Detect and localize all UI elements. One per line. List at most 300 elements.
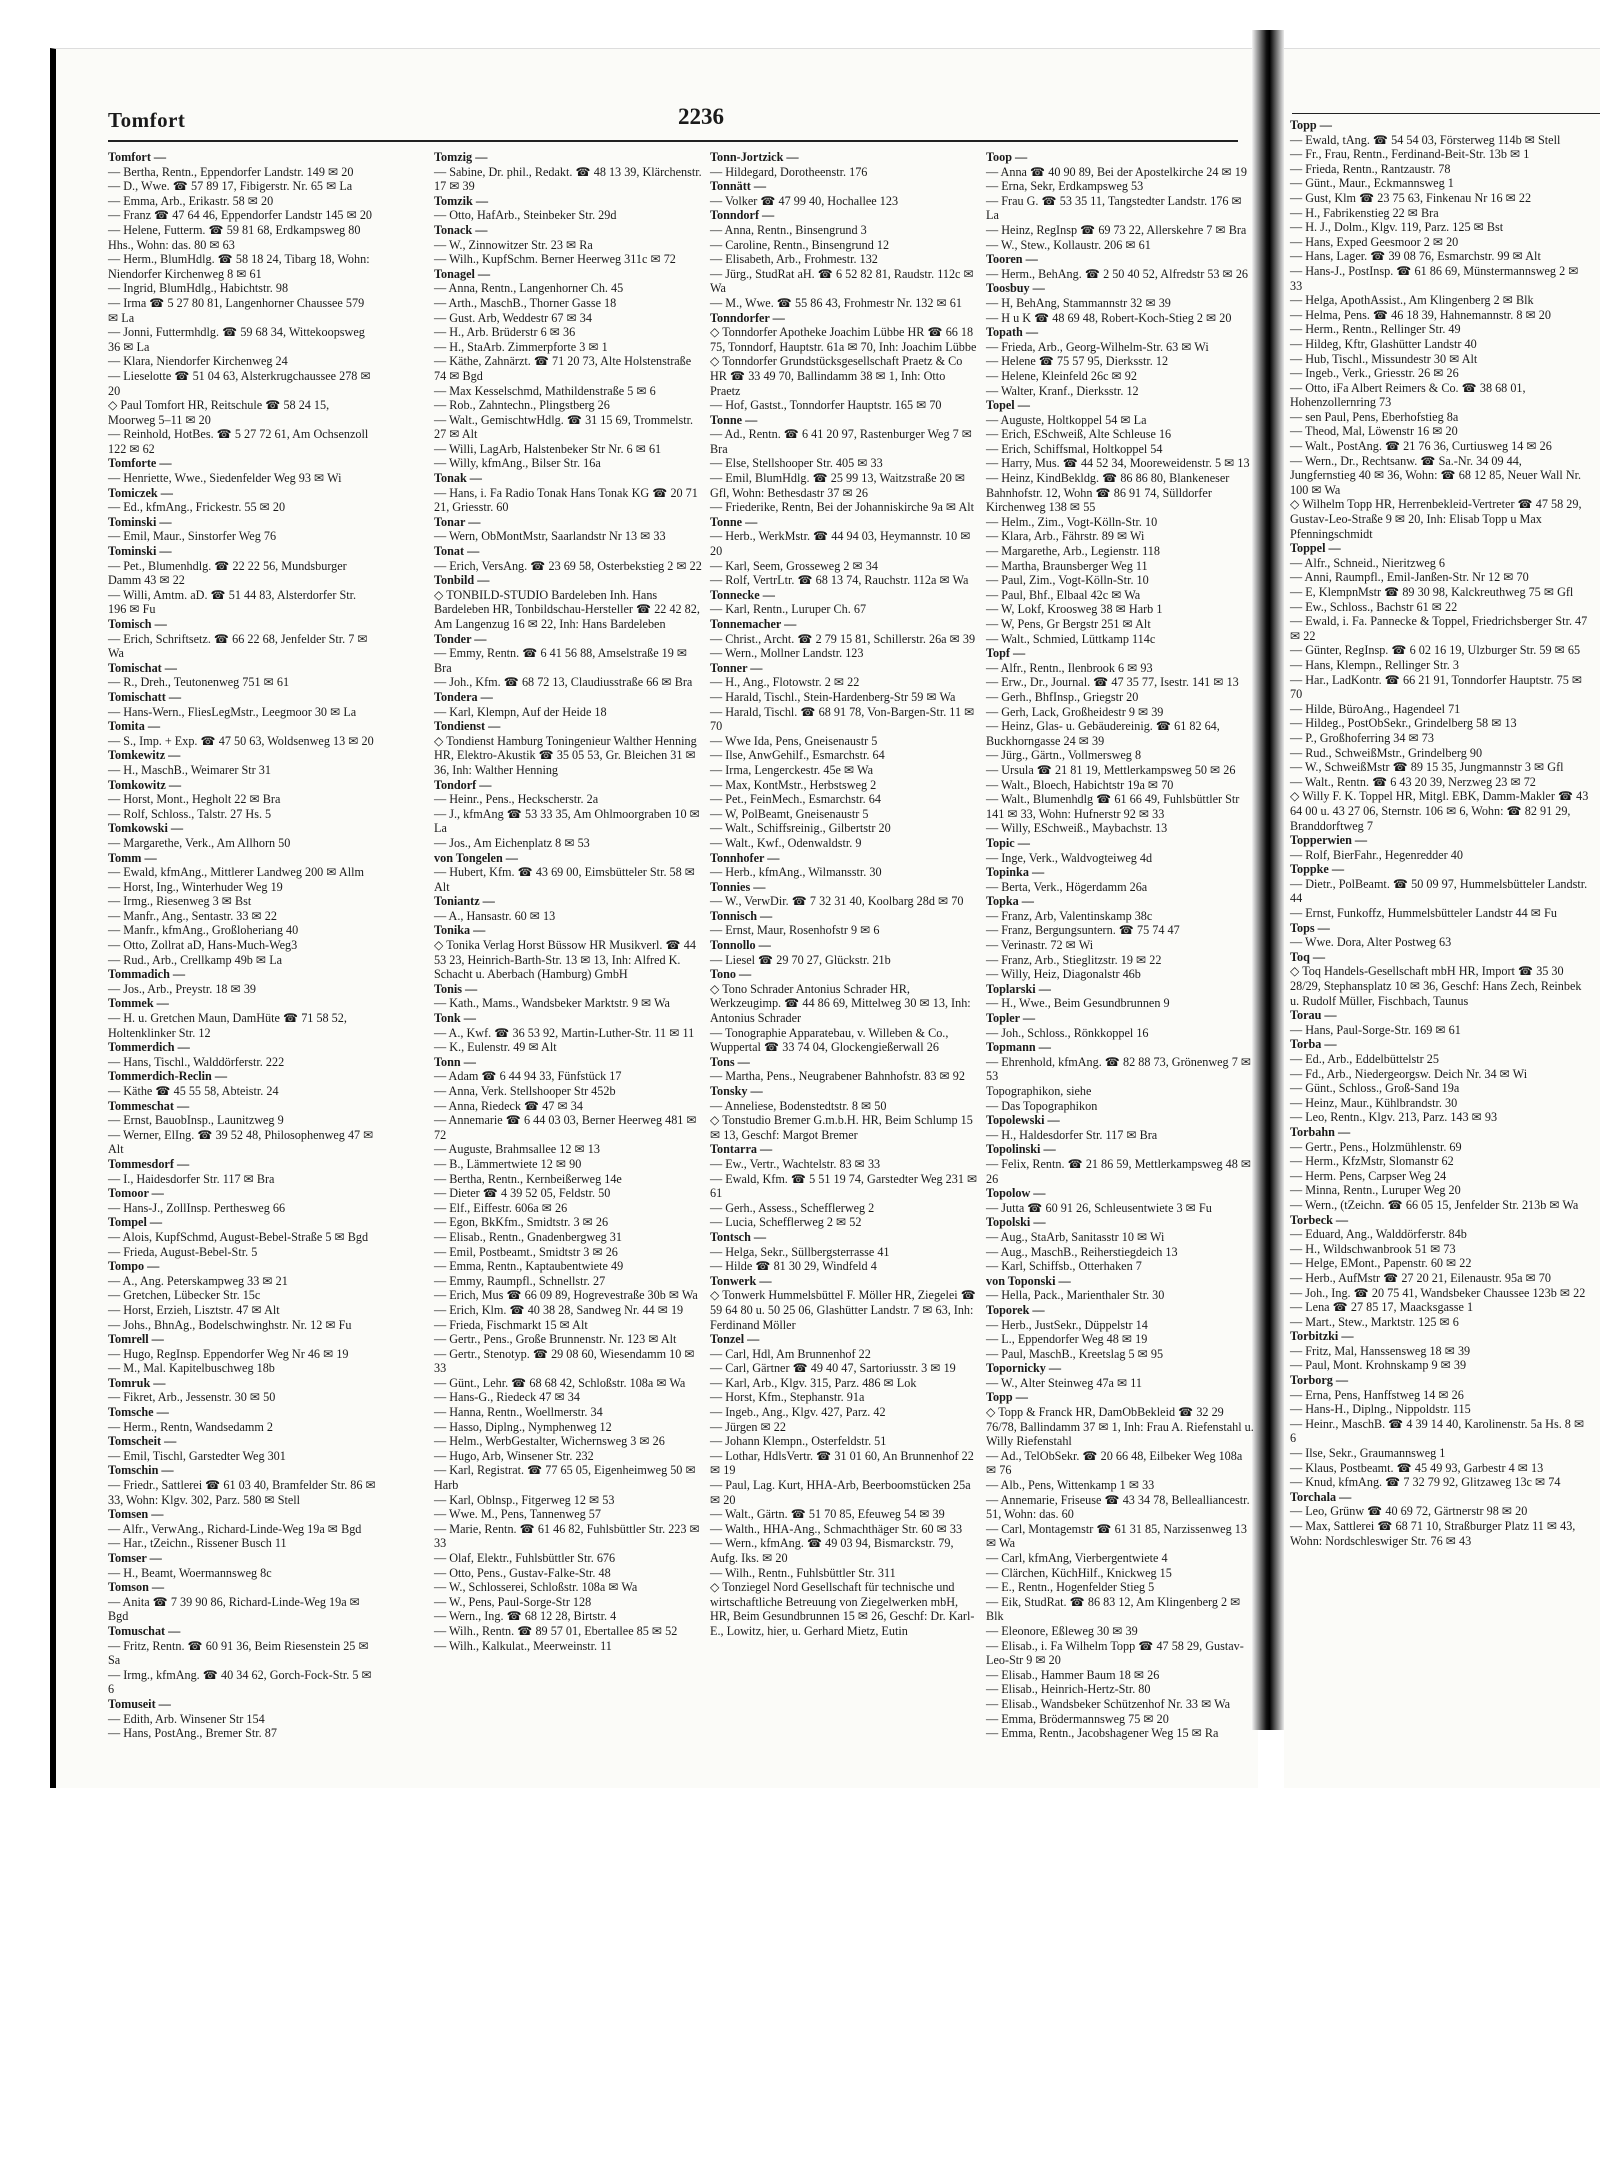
directory-entry: — Ew., Schloss., Bachstr 61 ✉ 22 <box>1290 599 1458 614</box>
directory-entry: — Helma, Pens. ☎ 46 18 39, Hahnemannstr. 8 ✉ 20 <box>1290 307 1551 322</box>
directory-entry: — Arth., MaschB., Thorner Gasse 18 <box>434 295 617 310</box>
directory-entry: Tomser — <box>108 1551 162 1565</box>
directory-entry: Tominski — <box>108 514 172 529</box>
directory-entry: — Hans, Exped Geesmoor 2 ✉ 20 <box>1290 234 1459 249</box>
directory-entry: — Wern., Dr., Rechtsanw. ☎ Sa.-Nr. 34 09 44, Jungfernstieg 40 ✉ 36, Wohn: ☎ 68 12 85, Neuer Wall Nr. 100 ✉ Wa <box>1290 453 1582 497</box>
directory-entry: — Anna, Verk. Stellshooper Str 452b <box>434 1084 616 1098</box>
directory-entry: von Toponski — <box>986 1273 1071 1288</box>
directory-entry: — Elisabeth, Arb., Frohmestr. 132 <box>710 252 878 267</box>
directory-entry: — Hildegard, Dorotheenstr. 176 <box>710 164 868 179</box>
directory-entry: — Wilh., Rentn., Fuhlsbüttler Str. 311 <box>710 1565 896 1580</box>
directory-entry: — E., Rentn., Hogenfelder Stieg 5 <box>986 1580 1155 1595</box>
directory-entry: — Bertha, Rentn., Kernbeißerweg 14e <box>434 1171 622 1186</box>
directory-entry: — W, Lokf, Kroosweg 38 ✉ Harb 1 <box>986 602 1163 617</box>
directory-entry: — Emma, Rentn., Jacobshagener Weg 15 ✉ Ra <box>986 1726 1219 1741</box>
directory-entry: — Otto, Pens., Gustav-Falke-Str. 48 <box>434 1565 611 1580</box>
directory-entry: von Tongelen — <box>434 850 518 865</box>
directory-entry: Tomzig — <box>434 150 488 164</box>
directory-entry: Tomfort — <box>108 150 167 164</box>
directory-entry: Tonat — <box>434 544 480 559</box>
directory-entry: — Erich, VersAng. ☎ 23 69 58, Osterbekstieg 2 ✉ 22 <box>434 558 702 573</box>
directory-entry: Topolinski — <box>986 1142 1056 1157</box>
directory-entry: — Walt., Schiffsreinig., Gilbertstr 20 <box>710 821 891 836</box>
directory-entry: ◇ Tono Schrader Antonius Schrader HR, Werkzeugimp. ☎ 44 86 69, Mittelweg 30 ✉ 13, Inh: Antonius Schrader <box>710 981 971 1026</box>
directory-entry: Tops — <box>1290 920 1330 935</box>
directory-entry: — Frieda, Fischmarkt 15 ✉ Alt <box>434 1317 588 1332</box>
directory-entry: — Jos., Arb., Preystr. 18 ✉ 39 <box>108 981 257 996</box>
directory-entry: — Harry, Mus. ☎ 44 52 34, Mooreweidenstr. 5 ✉ 13 <box>986 456 1250 471</box>
directory-entry: — Friedr., Sattlerei ☎ 61 03 40, Bramfelder Str. 86 ✉ 33, Wohn: Klgv. 302, Parz. 580 ✉ Stell <box>108 1478 376 1507</box>
directory-entry: — Erich, Schriftsetz. ☎ 66 22 68, Jenfelder Str. 7 ✉ Wa <box>108 631 368 661</box>
directory-entry: — Johs., BhnAg., Bodelschwinghstr. Nr. 12 ✉ Fu <box>108 1317 352 1332</box>
directory-entry: Tomrell — <box>108 1332 164 1347</box>
directory-entry: Tomuschat — <box>108 1623 181 1638</box>
directory-entry: — Jonni, Futtermhdlg. ☎ 59 68 34, Wittekoopsweg 36 ✉ La <box>108 325 365 354</box>
directory-entry: — Horst, Kfm., Stephanstr. 91a <box>710 1390 865 1405</box>
directory-entry: — Paul, Mont. Krohnskamp 9 ✉ 39 <box>1290 1358 1467 1373</box>
directory-entry: — Hugo, Arb, Winsener Str. 232 <box>434 1448 594 1463</box>
directory-entry: — Heinz, Maur., Kühlbrandstr. 30 <box>1290 1095 1458 1110</box>
directory-entry: — Walt., Schmied, Lüttkamp 114c <box>986 631 1156 646</box>
directory-entry: Tonndorf — <box>710 208 775 223</box>
directory-column-1 <box>108 150 376 1741</box>
directory-entry: — Paul, MaschB., Kreetslag 5 ✉ 95 <box>986 1346 1164 1361</box>
directory-entry: — Ernst, BauobInsp., Launitzweg 9 <box>108 1113 284 1128</box>
directory-entry: — Walt., Bloech, Habichtstr 19a ✉ 70 <box>986 777 1174 792</box>
directory-entry: — Eduard, Ang., Walddörferstr. 84b <box>1290 1227 1467 1242</box>
directory-entry: — Annemarie, Friseuse ☎ 43 34 78, Bellealliancestr. 51, Wohn: das. 60 <box>986 1492 1250 1522</box>
directory-entry: — Franz, Arb., Stieglitzstr. 19 ✉ 22 <box>986 952 1162 967</box>
running-head: Tomfort <box>108 108 186 132</box>
directory-entry: — Martha, Pens., Neugrabener Bahnhofstr. 83 ✉ 92 <box>710 1069 965 1084</box>
directory-entry: — Rud., Arb., Crellkamp 49b ✉ La <box>108 952 283 967</box>
directory-entry: — Wilh., KupfSchm. Berner Heerweg 311c ✉ 72 <box>434 252 676 267</box>
directory-entry: Tonk — <box>434 1011 476 1026</box>
directory-entry: Tonnemacher — <box>710 617 797 631</box>
directory-entry: — Sabine, Dr. phil., Redakt. ☎ 48 13 39, Klärchenstr. 17 ✉ 39 <box>434 164 702 194</box>
directory-entry: Tonder — <box>434 631 487 646</box>
directory-entry: Tonn — <box>434 1054 476 1069</box>
directory-entry: — Erich, ESchweiß, Alte Schleuse 16 <box>986 427 1172 442</box>
directory-entry: Tomkowski — <box>108 821 184 836</box>
directory-entry: — Frieda, Arb., Georg-Wilhelm-Str. 63 ✉ Wi <box>986 339 1209 354</box>
directory-entry: — Eik, StudRat. ☎ 86 83 12, Am Klingenberg 2 ✉ Blk <box>986 1594 1241 1624</box>
directory-entry: — H., Wwe., Beim Gesundbrunnen 9 <box>986 996 1170 1011</box>
directory-entry: — W., Stew., Kollaustr. 206 ✉ 61 <box>986 237 1151 252</box>
directory-entry: — Ingeb., Verk., Griesstr. 26 ✉ 26 <box>1290 366 1459 381</box>
directory-entry: — Frau G. ☎ 53 35 11, Tangstedter Landstr. 176 ✉ La <box>986 193 1242 223</box>
directory-entry: — Klara, Arb., Fährstr. 89 ✉ Wi <box>986 529 1145 544</box>
directory-entry: — J., kfmAng ☎ 53 33 35, Am Ohlmoorgraben 10 ✉ La <box>434 806 700 836</box>
directory-entry: — Verinastr. 72 ✉ Wi <box>986 938 1094 953</box>
directory-entry: — Lena ☎ 27 85 17, Maacksgasse 1 <box>1290 1300 1474 1315</box>
directory-entry: — Helene, Futterm. ☎ 59 81 68, Erdkampsweg 80 Hhs., Wohn: das. 80 ✉ 63 <box>108 222 361 252</box>
directory-entry: — W., Alter Steinweg 47a ✉ 11 <box>986 1375 1142 1390</box>
directory-entry: — Helga, ApothAssist., Am Klingenberg 2 ✉ Blk <box>1290 293 1534 308</box>
directory-entry: — Elisab., Rentn., Gnadenbergweg 31 <box>434 1229 622 1244</box>
directory-entry: ◇ Tonstudio Bremer G.m.b.H. HR, Beim Schlump 15 ✉ 13, Geschf: Margot Bremer <box>710 1113 973 1142</box>
directory-entry: — Ewald, Kfm. ☎ 5 51 19 74, Garstedter Weg 231 ✉ 61 <box>710 1171 978 1201</box>
book-spine <box>1252 30 1284 1730</box>
directory-entry: Tommerdich — <box>108 1040 190 1055</box>
directory-entry: Tonwerk — <box>710 1273 772 1288</box>
directory-entry: — Emil, Postbeamt., Smidtstr 3 ✉ 26 <box>434 1244 618 1259</box>
directory-entry: — Hilde, BüroAng., Hagendeel 71 <box>1290 701 1461 716</box>
directory-entry: — Ingrid, BlumHdlg., Habichtstr. 98 <box>108 281 289 296</box>
directory-entry: Topler — <box>986 1011 1036 1026</box>
directory-entry: — Heinr., Pens., Heckscherstr. 2a <box>434 792 599 807</box>
directory-entry: — Manfr., kfmAng., Großloheriang 40 <box>108 923 299 938</box>
directory-entry: Tono — <box>710 967 752 982</box>
directory-entry: Tonbild — <box>434 573 490 588</box>
directory-entry: Tomischatt — <box>108 689 182 704</box>
directory-entry: ◇ Tondienst Hamburg Toningenieur Walther Henning HR, Elektro-Akustik ☎ 35 05 53, Gr. Bleichen 31 ✉ 36, Inh: Walther Henning <box>434 733 697 777</box>
directory-entry: — Karl, Rentn., Luruper Ch. 67 <box>710 602 867 617</box>
directory-entry: Toplarski — <box>986 981 1051 996</box>
directory-entry: Torbahn — <box>1290 1124 1351 1139</box>
directory-entry: — A., Hansastr. 60 ✉ 13 <box>434 908 556 923</box>
directory-entry: — Tonographie Apparatebau, v. Willeben & Co., Wuppertal ☎ 33 74 04, Glockengießerwall 26 <box>710 1025 949 1055</box>
directory-entry: — Frieda, August-Bebel-Str. 5 <box>108 1244 258 1259</box>
directory-entry: — Hans-H., Diplng., Nippoldstr. 115 <box>1290 1402 1471 1417</box>
directory-entry: — Jürgen ✉ 22 <box>710 1419 786 1434</box>
directory-entry: Tonnollo — <box>710 938 771 953</box>
directory-entry: Tomson — <box>108 1580 165 1595</box>
directory-entry: — Clärchen, KüchHilf., Knickweg 15 <box>986 1565 1172 1580</box>
directory-entry: — Else, Stellshooper Str. 405 ✉ 33 <box>710 456 883 471</box>
directory-entry: — W., SchweißMstr ☎ 89 15 35, Jungmannstr 3 ✉ Gfl <box>1290 760 1564 775</box>
directory-entry: — Erich, Schiffsmal, Holtkoppel 54 <box>986 441 1163 456</box>
directory-entry: Tonnhofer — <box>710 850 780 865</box>
directory-entry: — Alfr., Schneid., Nieritzweg 6 <box>1290 555 1446 570</box>
directory-entry: — Frieda, Rentn., Rantzaustr. 78 <box>1290 161 1451 176</box>
directory-entry: — Hub, Tischl., Missundestr 30 ✉ Alt <box>1290 351 1478 366</box>
directory-entry: — Wwe. Dora, Alter Postweg 63 <box>1290 935 1452 950</box>
directory-entry: — Wwe Ida, Pens, Gneisenaustr 5 <box>710 733 878 748</box>
directory-column-5 <box>1290 118 1590 1548</box>
directory-entry: Tonack — <box>434 222 488 237</box>
directory-entry: — Emmy, Rentn. ☎ 6 41 56 88, Amselstraße 19 ✉ Bra <box>434 646 688 675</box>
directory-entry: — Heinz, Glas- u. Gebäudereinig. ☎ 61 82 64, Buckhorngasse 24 ✉ 39 <box>986 719 1220 748</box>
directory-entry: — Käthe ☎ 45 55 58, Abteistr. 24 <box>108 1084 279 1098</box>
directory-entry: — Lothar, HdlsVertr. ☎ 31 01 60, An Brunnenhof 22 ✉ 19 <box>710 1448 974 1478</box>
directory-entry: — Johann Klempn., Osterfeldstr. 51 <box>710 1434 887 1449</box>
directory-entry: Topath — <box>986 325 1039 340</box>
directory-entry: — Emma, Brödermannsweg 75 ✉ 20 <box>986 1711 1169 1726</box>
directory-entry: Tonne — <box>710 514 758 529</box>
directory-column-4 <box>986 150 1254 1741</box>
directory-entry: — Reinhold, HotBes. ☎ 5 27 72 61, Am Ochsenzoll 122 ✉ 62 <box>108 427 369 456</box>
directory-entry: Torchala — <box>1290 1489 1352 1504</box>
directory-entry: ◇ Paul Tomfort HR, Reitschule ☎ 58 24 15, Moorweg 5–11 ✉ 20 <box>108 398 330 427</box>
directory-entry: — Joh., Schloss., Rönkkoppel 16 <box>986 1025 1149 1040</box>
directory-entry: — Karl, Registrat. ☎ 77 65 05, Eigenheimweg 50 ✉ Harb <box>434 1463 696 1493</box>
directory-entry: — W., Schlosserei, Schloßstr. 108a ✉ Wa <box>434 1580 638 1595</box>
directory-entry: Tonika — <box>434 923 486 938</box>
directory-entry: — Eleonore, Eßleweg 30 ✉ 39 <box>986 1623 1138 1638</box>
directory-entry: — Irmg., kfmAng. ☎ 40 34 62, Gorch-Fock-Str. 5 ✉ 6 <box>108 1667 372 1697</box>
directory-entry: — Willy, kfmAng., Bilser Str. 16a <box>434 456 601 471</box>
directory-entry: ◇ Tonziegel Nord Gesellschaft für technische und wirtschaftliche Betreuung von Ziegelwerken mbH, HR, Beim Gesundbrunnen 15 ✉ 26, Geschf: Dr. Karl-E., Lowitz, hier, u. Gerhard Mietz, Eutin <box>710 1580 975 1638</box>
directory-entry: — Helene, Kleinfeld 26c ✉ 92 <box>986 368 1137 383</box>
directory-entry: — Werner, ElIng. ☎ 39 52 48, Philosophenweg 47 ✉ Alt <box>108 1127 374 1157</box>
directory-entry: — Alb., Pens, Wittenkamp 1 ✉ 33 <box>986 1478 1155 1493</box>
directory-entry: — Ernst, Maur, Rosenhofstr 9 ✉ 6 <box>710 923 880 938</box>
directory-entry: Tomsche — <box>108 1405 169 1420</box>
directory-entry: — Elisab., i. Fa Wilhelm Topp ☎ 47 58 29, Gustav-Leo-Str 9 ✉ 20 <box>986 1638 1244 1668</box>
directory-entry: Tomschin — <box>108 1463 174 1478</box>
directory-entry: — Walt., Gärtn. ☎ 51 70 85, Efeuweg 54 ✉ 39 <box>710 1507 945 1522</box>
directory-entry: — Margarethe, Arb., Legienstr. 118 <box>986 544 1160 559</box>
directory-entry: — Joh., Kfm. ☎ 68 72 13, Claudiusstraße 66 ✉ Bra <box>434 675 693 690</box>
directory-entry: — H., MaschB., Weimarer Str 31 <box>108 762 271 777</box>
directory-entry: — W, Pens, Gr Bergstr 251 ✉ Alt <box>986 617 1151 631</box>
directory-entry: — W., VerwDir. ☎ 7 32 31 40, Koolbarg 28d ✉ 70 <box>710 894 964 909</box>
directory-entry: — sen Paul, Pens, Eberhofstieg 8a <box>1290 409 1459 424</box>
directory-entry: Tommek — <box>108 996 169 1011</box>
directory-entry: — Elisab., Wandsbeker Schützenhof Nr. 33 ✉ Wa <box>986 1696 1231 1711</box>
directory-entry: — Manfr., Ang., Sentastr. 33 ✉ 22 <box>108 908 277 923</box>
directory-entry: — Helene ☎ 75 57 95, Dierksstr. 12 <box>986 354 1169 369</box>
directory-entry: — Hans-J., ZollInsp. Perthesweg 66 <box>108 1200 286 1215</box>
directory-entry: Tomiczek — <box>108 485 173 500</box>
directory-entry: ◇ TONBILD-STUDIO Bardeleben Inh. Hans Bardeleben HR, Tonbildschau-Hersteller ☎ 22 42 82, Am Langenzug 16 ✉ 22, Inh: Hans Bardeleben <box>434 587 700 631</box>
directory-entry: — H., Arb. Brüderstr 6 ✉ 36 <box>434 325 576 340</box>
directory-entry: — Carl, Gärtner ☎ 49 40 47, Sartoriusstr. 3 ✉ 19 <box>710 1361 956 1376</box>
directory-entry: — Ewald, i. Fa. Pannecke & Toppel, Friedrichsberger Str. 47 ✉ 22 <box>1290 614 1588 643</box>
directory-entry: — Willy, Heiz, Diagonalstr 46b <box>986 967 1141 982</box>
directory-entry: — Wern., Mollner Landstr. 123 <box>710 646 864 661</box>
directory-entry: — Paul, Zim., Vogt-Kölln-Str. 10 <box>986 573 1149 588</box>
directory-entry: — Hanna, Rentn., Woellmerstr. 34 <box>434 1405 603 1420</box>
directory-entry: — Klara, Niendorfer Kirchenweg 24 <box>108 354 288 369</box>
directory-entry: — M., Wwe. ☎ 55 86 43, Frohmestr Nr. 132 ✉ 61 <box>710 295 962 310</box>
directory-entry: — Hans, Paul-Sorge-Str. 169 ✉ 61 <box>1290 1022 1461 1037</box>
directory-entry: — Gerh, Lack, Großheidestr 9 ✉ 39 <box>986 704 1164 719</box>
directory-entry: Tondorf — <box>434 777 492 792</box>
directory-entry: — Ad., TelObSekr. ☎ 20 66 48, Eilbeker Weg 108a ✉ 76 <box>986 1448 1243 1478</box>
directory-entry: — Karl, Seem, Grosseweg 2 ✉ 34 <box>710 558 878 573</box>
directory-entry: — Elisab., Heinrich-Hertz-Str. 80 <box>986 1682 1151 1697</box>
directory-entry: Tonar — <box>434 514 481 529</box>
directory-entry: — Wern., (tZeichn. ☎ 66 05 15, Jenfelder Str. 213b ✉ Wa <box>1290 1197 1579 1212</box>
directory-entry: Torbitzki — <box>1290 1329 1354 1344</box>
directory-entry: Tonn-Jortzick — <box>710 150 799 164</box>
directory-entry: — H., Ang., Flotowstr. 2 ✉ 22 <box>710 675 860 690</box>
directory-entry: Tommerdich-Reclin — <box>108 1069 228 1084</box>
directory-entry: — Herm. Pens, Carpser Weg 24 <box>1290 1168 1447 1183</box>
directory-column-2 <box>434 150 702 1653</box>
directory-entry: Tontsch — <box>710 1229 767 1244</box>
directory-entry: Torau — <box>1290 1008 1337 1023</box>
directory-entry: — Walt., Kwf., Odenwaldstr. 9 <box>710 835 862 850</box>
directory-entry: Toppel — <box>1290 541 1341 556</box>
directory-entry: — Fr., Frau, Rentn., Ferdinand-Beit-Str. 13b ✉ 1 <box>1290 147 1530 162</box>
directory-entry: — Franz ☎ 47 64 46, Eppendorfer Landstr 145 ✉ 20 <box>108 208 373 223</box>
directory-entry: Topinka — <box>986 865 1045 880</box>
directory-entry: — Günt., Maur., Eckmannsweg 1 <box>1290 176 1454 191</box>
directory-entry: — Hans, i. Fa Radio Tonak Hans Tonak KG ☎ 20 71 21, Griesstr. 60 <box>434 485 698 515</box>
directory-entry: — Wern., kfmAng. ☎ 49 03 94, Bismarckstr. 79, Aufg. Iks. ✉ 20 <box>710 1536 954 1565</box>
directory-entry: — P., Großhoferring 34 ✉ 73 <box>1290 730 1434 745</box>
directory-entry: Tomoor — <box>108 1186 164 1201</box>
directory-entry: Tonndorfer — <box>710 310 785 325</box>
directory-entry: — A., Ang. Peterskampweg 33 ✉ 21 <box>108 1273 288 1288</box>
directory-entry: Tonzel — <box>710 1332 760 1347</box>
directory-entry: — Berta, Verk., Högerdamm 26a <box>986 879 1148 894</box>
directory-entry: — Hans-J., PostInsp. ☎ 61 86 69, Münstermannsweg 2 ✉ 33 <box>1290 263 1579 293</box>
directory-entry: — Anni, Raumpfl., Emil-Janßen-Str. Nr 12 ✉ 70 <box>1290 570 1529 585</box>
directory-entry: — H., StaArb. Zimmerpforte 3 ✉ 1 <box>434 339 608 354</box>
directory-entry: — Har., LadKontr. ☎ 66 21 91, Tonndorfer Hauptstr. 75 ✉ 70 <box>1290 672 1583 702</box>
directory-entry: — Günt., Schloss., Groß-Sand 19a <box>1290 1081 1460 1096</box>
directory-entry: ◇ Wilhelm Topp HR, Herrenbekleid-Vertreter ☎ 47 58 29, Gustav-Leo-Straße 9 ✉ 20, Inh: Elisab Topp u Max Pfenningschmidt <box>1290 497 1582 541</box>
directory-entry: — Walt., GemischtwHdlg. ☎ 31 15 69, Trommelstr. 27 ✉ Alt <box>434 412 694 442</box>
directory-entry: — Ad., Rentn. ☎ 6 41 20 97, Rastenburger Weg 7 ✉ Bra <box>710 427 972 456</box>
directory-entry: — Margarethe, Verk., Am Allhorn 50 <box>108 835 291 850</box>
directory-entry: — Max Kesselschmd, Mathildenstraße 5 ✉ 6 <box>434 383 656 398</box>
directory-entry: — Anna, Rentn., Binsengrund 3 <box>710 222 867 237</box>
directory-entry: — Max, Sattlerei ☎ 68 71 10, Straßburger Platz 11 ✉ 43, Wohn: Nordschleswiger Str. 76 ✉ 43 <box>1290 1519 1576 1548</box>
directory-entry: — Carl, Montagemstr ☎ 61 31 85, Narzissenweg 13 ✉ Wa <box>986 1521 1247 1551</box>
directory-entry: — R., Dreh., Teutonenweg 751 ✉ 61 <box>108 675 290 690</box>
directory-entry: — Hubert, Kfm. ☎ 43 69 00, Eimsbütteler Str. 58 ✉ Alt <box>434 865 695 894</box>
directory-entry: — Felix, Rentn. ☎ 21 86 59, Mettlerkampsweg 48 ✉ 26 <box>986 1156 1252 1186</box>
header-rule <box>108 140 1238 142</box>
directory-entry: — Herb., AufMstr ☎ 27 20 21, Eilenaustr. 95a ✉ 70 <box>1290 1270 1551 1285</box>
directory-entry: Tomita — <box>108 719 161 734</box>
directory-entry: Tonne — <box>710 412 758 427</box>
directory-entry: Tomkowitz — <box>108 777 182 792</box>
directory-entry: Topp — <box>1290 118 1332 132</box>
directory-entry: — Dietr., PolBeamt. ☎ 50 09 97, Hummelsbütteler Landstr. 44 <box>1290 876 1588 906</box>
directory-entry: Topic — <box>986 835 1030 850</box>
directory-entry: — Alfr., VerwAng., Richard-Linde-Weg 19a ✉ Bgd <box>108 1521 362 1536</box>
directory-entry: — Ursula ☎ 21 81 19, Mettlerkampsweg 50 ✉ 26 <box>986 762 1236 777</box>
directory-entry: Topel — <box>986 398 1030 413</box>
directory-entry: Tomforte — <box>108 456 172 471</box>
directory-entry: — Herb., WerkMstr. ☎ 44 94 03, Heymannstr. 10 ✉ 20 <box>710 529 971 559</box>
directory-entry: — Fritz, Rentn. ☎ 60 91 36, Beim Riesenstein 25 ✉ Sa <box>108 1638 369 1668</box>
directory-entry: — Ewald, kfmAng., Mittlerer Landweg 200 ✉ Allm <box>108 865 364 880</box>
directory-entry: — W., Pens, Paul-Sorge-Str 128 <box>434 1594 592 1609</box>
directory-entry: — Horst, Erzieh, Lisztstr. 47 ✉ Alt <box>108 1302 280 1317</box>
directory-entry: Tomzik — <box>434 193 489 208</box>
scan-bottom-margin <box>0 1788 1600 2177</box>
directory-entry: Toq — <box>1290 949 1326 964</box>
directory-entry: — Carl, kfmAng, Vierbergentwiete 4 <box>986 1551 1168 1565</box>
directory-entry: ◇ Topp & Franck HR, DamObBekleid ☎ 32 29 76/78, Ballindamm 37 ✉ 1, Inh: Frau A. Riefenstahl u. Willy Riefenstahl <box>986 1405 1254 1449</box>
directory-entry: Topolow — <box>986 1186 1046 1201</box>
directory-entry: Topmann — <box>986 1040 1051 1055</box>
directory-entry: — Karl, Oblnsp., Fitgerweg 12 ✉ 53 <box>434 1492 615 1507</box>
directory-entry: — Olaf, Elektr., Fuhlsbüttler Str. 676 <box>434 1551 616 1565</box>
directory-entry: — Hildeg., PostObSekr., Grindelberg 58 ✉ 13 <box>1290 716 1517 731</box>
directory-entry: — Günt., Lehr. ☎ 68 68 42, Schloßstr. 108a ✉ Wa <box>434 1375 686 1390</box>
directory-entry: Tomischat — <box>108 660 177 675</box>
directory-entry: Tommadich — <box>108 967 186 982</box>
directory-entry: — Liesel ☎ 29 70 27, Glückstr. 21b <box>710 952 891 967</box>
directory-entry: ◇ Tonndorfer Apotheke Joachim Lübbe HR ☎ 66 18 75, Tonndorf, Hauptstr. 61a ✉ 70, Inh: Joachim Lübbe <box>710 325 977 354</box>
directory-entry: — D., Wwe. ☎ 57 89 17, Fibigerstr. Nr. 65 ✉ La <box>108 179 353 194</box>
directory-entry: — W., Zinnowitzer Str. 23 ✉ Ra <box>434 237 593 252</box>
directory-entry: — Hof, Gastst., Tonndorfer Hauptstr. 165 ✉ 70 <box>710 398 942 413</box>
directory-entry: — Inge, Verk., Waldvogteiweg 4d <box>986 850 1153 865</box>
directory-entry: — Karl, Schiffsb., Otterhaken 7 <box>986 1259 1142 1274</box>
directory-entry: — Wilh., Rentn. ☎ 89 57 01, Ebertallee 85 ✉ 52 <box>434 1623 678 1638</box>
directory-entry: — Willy, ESchweiß., Maybachstr. 13 <box>986 821 1168 836</box>
directory-entry: — Herm., Rentn., Rellinger Str. 49 <box>1290 322 1461 337</box>
directory-entry: — Minna, Rentn., Luruper Weg 20 <box>1290 1183 1461 1198</box>
directory-entry: Torba — <box>1290 1037 1337 1052</box>
directory-entry: — Jutta ☎ 60 91 26, Schleusentwiete 3 ✉ Fu <box>986 1200 1212 1215</box>
page-number: 2236 <box>678 104 724 129</box>
directory-entry: — Walth., HHA-Ang., Schmachthäger Str. 60 ✉ 33 <box>710 1521 963 1536</box>
directory-entry: — Hilde ☎ 81 30 29, Windfeld 4 <box>710 1259 877 1274</box>
directory-entry: ◇ Tonndorfer Grundstücksgesellschaft Praetz & Co HR ☎ 33 49 70, Ballindamm 38 ✉ 1, Inh: Otto Praetz <box>710 354 963 398</box>
directory-entry: — Käthe, Zahnärzt. ☎ 71 20 73, Alte Holstenstraße 74 ✉ Bgd <box>434 354 692 383</box>
directory-entry: Tompel — <box>108 1215 163 1230</box>
directory-entry: — Alois, KupfSchmd, August-Bebel-Straße 5 ✉ Bgd <box>108 1229 369 1244</box>
directory-entry: — Walt., Rentn. ☎ 6 43 20 39, Nerzweg 23 ✉ 72 <box>1290 774 1536 789</box>
directory-entry: — A., Kwf. ☎ 36 53 92, Martin-Luther-Str. 11 ✉ 11 <box>434 1025 695 1040</box>
directory-entry: Tontarra — <box>710 1142 773 1157</box>
directory-entry: — Erna, Sekr, Erdkampsweg 53 <box>986 179 1144 194</box>
directory-entry: — Helm., Zim., Vogt-Kölln-Str. 10 <box>986 514 1158 529</box>
directory-entry: Topka — <box>986 894 1034 909</box>
directory-entry: Toop — <box>986 150 1028 164</box>
directory-entry: Tonnisch — <box>710 908 773 923</box>
directory-entry: — H., Wildschwanbrook 51 ✉ 73 <box>1290 1241 1456 1256</box>
directory-entry: Tonis — <box>434 981 478 996</box>
directory-entry: — Knud, kfmAng. ☎ 7 32 79 92, Glitzaweg 13c ✉ 74 <box>1290 1475 1561 1490</box>
directory-entry: — Walter, Kranf., Dierksstr. 12 <box>986 383 1139 398</box>
directory-entry: ◇ Tonwerk Hummelsbüttel F. Möller HR, Ziegelei ☎ 59 64 80 u. 50 25 06, Glashütter Landstr. 7 ✉ 63, Inh: Ferdinand Möller <box>710 1288 976 1332</box>
directory-entry: — Jürg., Gärtn., Vollmersweg 8 <box>986 748 1142 763</box>
directory-entry: — Aug., StaArb, Sanitasstr 10 ✉ Wi <box>986 1229 1165 1244</box>
directory-entry: Tomisch — <box>108 617 167 631</box>
directory-entry: — Fikret, Arb., Jessenstr. 30 ✉ 50 <box>108 1390 276 1405</box>
directory-entry: — E, KlempnMstr ☎ 89 30 98, Kalckreuthweg 75 ✉ Gfl <box>1290 585 1574 599</box>
directory-entry: Tonner — <box>710 660 763 675</box>
directory-entry: — Joh., Ing. ☎ 20 75 41, Wandsbeker Chaussee 123b ✉ 22 <box>1290 1285 1586 1300</box>
directory-entry: — Otto, iFa Albert Reimers & Co. ☎ 38 68 01, Hohenzollernring 73 <box>1290 380 1526 410</box>
directory-entry: — Theod, Mal, Löwenstr 16 ✉ 20 <box>1290 424 1458 439</box>
directory-entry: — Herm., Rentn, Wandsedamm 2 <box>108 1419 273 1434</box>
directory-entry: — Gertr., Pens., Große Brunnenstr. Nr. 123 ✉ Alt <box>434 1332 677 1347</box>
directory-entry: — Walt., PostAng. ☎ 21 76 36, Curtiusweg 14 ✉ 26 <box>1290 439 1552 454</box>
directory-entry: — L., Eppendorfer Weg 48 ✉ 19 <box>986 1332 1148 1347</box>
directory-entry: — Wwe. M., Pens, Tannenweg 57 <box>434 1507 601 1522</box>
directory-entry: — Willi, LagArb, Halstenbeker Str Nr. 6 ✉ 61 <box>434 441 662 456</box>
directory-entry: — Hans, PostAng., Bremer Str. 87 <box>108 1726 277 1741</box>
directory-entry: — W, PolBeamt, Gneisenaustr 5 <box>710 806 869 821</box>
directory-entry: — I., Haidesdorfer Str. 117 ✉ Bra <box>108 1171 275 1186</box>
directory-entry: — Ewald, tAng. ☎ 54 54 03, Försterweg 114b ✉ Stell <box>1290 132 1561 147</box>
directory-entry: — Hildeg, Kftr, Glashütter Landstr 40 <box>1290 336 1477 351</box>
directory-entry: — Kath., Mams., Wandsbeker Marktstr. 9 ✉ Wa <box>434 996 670 1011</box>
directory-entry: — M., Mal. Kapitelbuschweg 18b <box>108 1361 275 1376</box>
directory-entry: — Pet., Blumenhdlg. ☎ 22 22 56, Mundsburger Damm 43 ✉ 22 <box>108 558 347 588</box>
directory-entry: — Hans, Lager. ☎ 39 08 76, Esmarchstr. 99 ✉ Alt <box>1290 249 1541 264</box>
directory-entry: — Lucia, Schefflerweg 2 ✉ 52 <box>710 1215 862 1230</box>
directory-entry: — Har., tZeichn., Rissener Busch 11 <box>108 1536 287 1551</box>
directory-entry: — Irma, Lengerckestr. 45e ✉ Wa <box>710 762 873 777</box>
directory-entry: — Friederike, Rentn, Bei der Johanniskirche 9a ✉ Alt <box>710 500 975 515</box>
directory-entry: — Christ., Archt. ☎ 2 79 15 81, Schillerstr. 26a ✉ 39 <box>710 631 976 646</box>
directory-entry: — Mart., Stew., Marktstr. 125 ✉ 6 <box>1290 1314 1459 1329</box>
directory-entry: — Gerh., Assess., Schefflerweg 2 <box>710 1200 875 1215</box>
